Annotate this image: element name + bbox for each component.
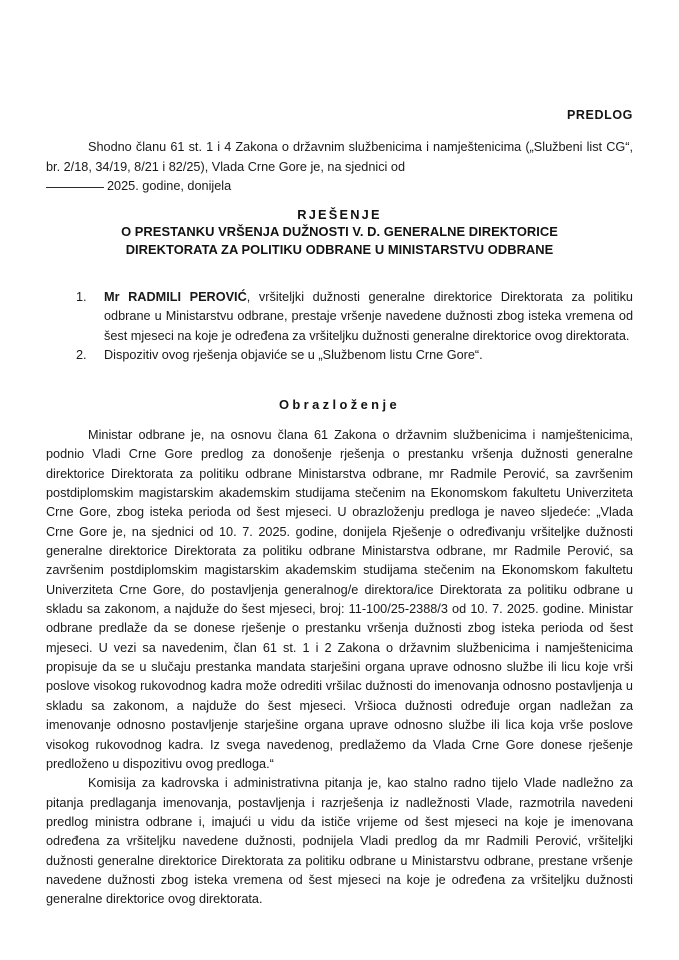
list-item-text: , vršiteljki dužnosti generalne direktorice Direktorata za politiku odbrane u Ministarstvu odbrane, prestaje vršenje navedene dužnosti zbog isteka vremena od šest mjeseci na koje je određena za vršiteljku dužnosti generalne direktorice ovog direktorata. [104, 290, 633, 343]
list-item-number: 1. [76, 290, 87, 304]
list-item-number: 2. [76, 347, 87, 362]
intro-paragraph [46, 138, 633, 197]
list-item [46, 288, 633, 346]
intro-date-suffix: 2025. godine, donijela [107, 179, 232, 193]
intro-text: Shodno članu 61 st. 1 i 4 Zakona o državnim službenicima i namještenicima („Službeni list CG“, br. 2/18, 34/19, 8/21 i 82/25), Vlada Crne Gore je, na sjednici od [46, 140, 633, 174]
title-subtitle-line-2: DIREKTORATA ZA POLITIKU ODBRANE U MINISTARSTVU ODBRANE [125, 241, 554, 257]
title-subtitle-line-1: O PRESTANKU VRŠENJA DUŽNOSTI V. D. GENERALNE DIREKTORICE [121, 224, 558, 239]
explanation-heading: Obrazloženje [278, 397, 401, 412]
predlog-label: PREDLOG [566, 108, 633, 122]
explanation-paragraph-1: Ministar odbrane je, na osnovu člana 61 Zakona o državnim službenicima i namještenicima, podnio Vladi Crne Gore predlog za donošenje rješenja o prestanku vršenja dužnosti generalne direktorice Direktorata za politiku odbrane Ministarstva odbrane, mr Radmile Perović, sa završenim postdiplomskim magistarskim akademskim studijama stečenim na Ekonomskom fakultetu Univerziteta Crne Gore, zbog isteka perioda od šest mjeseci. U obrazloženju predloga je naveo sljedeće: „Vlada Crne Gore je, na sjednici od 10. 7. 2025. godine, donijela Rješenje o određivanju vršiteljke dužnosti generalne direktorice Direktorata za politiku odbrane Ministarstva odbrane, mr Radmile Perović, sa završenim postdiplomskim magistarskim akademskim studijama stečenim na Ekonomskom fakultetu Univerziteta Crne Gore, do postavljenja generalnog/e direktora/ice Direktorata za politiku odbrane u skladu sa zakonom, a najduže do šest mjeseci, broj: 11-100/25-2388/3 od 10. 7. 2025. godine. Ministar odbrane predlaže da se donese rješenje o prestanku vršenja dužnosti zbog isteka perioda od šest mjeseci. U vezi sa navedenim, član 61 st. 1 i 2 Zakona o državnim službenicima i namještenicima propisuje da se u slučaju prestanka mandata starješini organa uprave odnosno službe ili licu koje vrši poslove visokog rukovodnog kadra može odrediti vršilac dužnosti do imenovanja odnosno postavljenja u skladu sa zakonom, a najduže do šest mjeseci. Vršioca dužnosti određuje organ nadležan za imenovanje odnosno postavljenje starješine organa uprave odnosno službe ili lica koja vrše poslove visokog rukovodnog kadra. Iz svega navedenog, predlažemo da Vlada Crne Gore donese rješenje predloženo u dispozitivu ovog predloga.“ [46, 428, 633, 771]
document-header-row [46, 106, 633, 124]
explanation-body [46, 426, 633, 910]
explanation-paragraph-2: Komisija za kadrovska i administrativna pitanja je, kao stalno radno tijelo Vlade nadležno za pitanja predlaganja imenovanja, postavljenja i razrješenja iz nadležnosti Vlade, razmotrila navedeni predlog ministra odbrane i, imajući u vidu da ističe vrijeme od šest mjeseci na koje je imenovana određena za vršiteljku navedene dužnosti, podnijela Vladi predlog da mr Radmili Perović, vršiteljki dužnosti generalne direktorice Direktorata za politiku odbrane u Ministarstvu odbrane, prestane vršenje navedene dužnosti zbog isteka vremena od šest mjeseci na koje je određena za vršiteljku dužnosti generalne direktorice ovog direktorata. [46, 776, 633, 907]
list-item-bold-lead: Mr RADMILI PEROVIĆ [104, 290, 247, 304]
list-item-text: Dispozitiv ovog rješenja objaviće se u „Službenom listu Crne Gore“. [104, 347, 483, 362]
dispositive-list [46, 288, 633, 365]
document-title-block [46, 206, 633, 258]
list-item [46, 346, 633, 365]
explanation-heading-row [46, 396, 633, 414]
date-blank-line [46, 187, 104, 188]
title-rjesenje: RJEŠENJE [297, 207, 382, 222]
list-item-body [104, 288, 633, 346]
